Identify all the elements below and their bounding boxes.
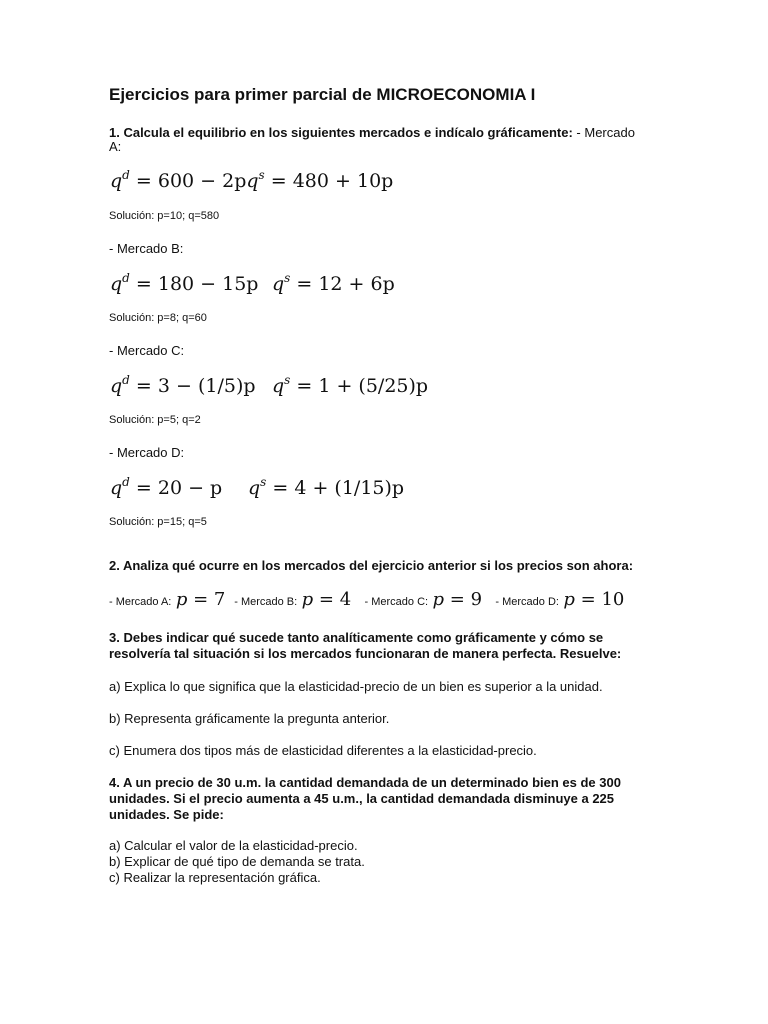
market-a-supply: 480 + 10p [292, 170, 394, 192]
q1-tail: - Mercado [572, 125, 635, 140]
market-b-demand-eq: $q^d = 180 - 15p$ [110, 271, 259, 295]
market-c-demand: 3 − (1/5)p [157, 375, 256, 397]
market-c-label: - Mercado C: [109, 343, 185, 358]
price-a-eq: p = 7 [175, 589, 226, 610]
price-a-label: - Mercado A: [109, 596, 172, 608]
price-c-value: 9 [470, 589, 483, 610]
price-b-eq: p = 4 [301, 589, 352, 610]
market-b-supply-eq: $q^s = 12 + 6p$ [272, 271, 395, 295]
q3-item-c: c) Enumera dos tipos más de elasticidad diferentes a la elasticidad-precio. [109, 743, 537, 758]
market-c-supply-eq: $q^s = 1 + (5/25)p$ [272, 373, 429, 397]
market-a-equations: $q^d = 600 - 2pq^s = 480 + 10p$ [110, 168, 394, 192]
price-a-value: 7 [213, 589, 226, 610]
market-a-solution: Solución: p=10; q=580 [109, 210, 220, 222]
market-d-label: - Mercado D: [109, 445, 185, 460]
q1-heading: 1. Calcula el equilibrio en los siguientes mercados e indícalo gráficamente: [109, 125, 573, 140]
market-b-label: - Mercado B: [109, 241, 184, 256]
price-d-label: - Mercado D: [495, 596, 559, 608]
market-d-demand-eq: $q^d = 20 - p$ [110, 475, 223, 499]
q4-item-a: a) Calcular el valor de la elasticidad-precio. [109, 838, 358, 853]
price-d-value: 10 [601, 589, 625, 610]
market-c-demand-eq: $q^d = 3 - (1/5)p$ [110, 373, 256, 397]
market-d-demand: 20 − p [157, 477, 223, 499]
q4-heading-line1: 4. A un precio de 30 u.m. la cantidad demandada de un determinado bien es de 300 [109, 775, 621, 790]
q4-heading-line2: unidades. Si el precio aumenta a 45 u.m., la cantidad demandada disminuye a 225 [109, 791, 615, 806]
market-a-demand: 600 − 2p [157, 170, 247, 192]
q3-item-a: a) Explica lo que significa que la elasticidad-precio de un bien es superior a la unidad. [109, 679, 603, 694]
market-b-supply: 12 + 6p [318, 273, 395, 295]
q2-prices-row [109, 589, 624, 610]
market-c-supply: 1 + (5/25)p [318, 375, 429, 397]
q4-item-c: c) Realizar la representación gráfica. [109, 870, 321, 885]
q4-item-b: b) Explicar de qué tipo de demanda se trata. [109, 854, 365, 869]
market-b-demand: 180 − 15p [157, 273, 259, 295]
q1-heading-line [109, 124, 635, 142]
market-d-supply-eq: $q^s = 4 + (1/15)p$ [248, 475, 405, 499]
price-d-eq: p = 10 [563, 589, 625, 610]
q3-item-b: b) Representa gráficamente la pregunta anterior. [109, 711, 390, 726]
q3-heading-line2: resolvería tal situación si los mercados funcionaran de manera perfecta. Resuelve: [109, 646, 622, 661]
price-c-eq: p = 9 [432, 589, 483, 610]
q1-tail-line2: A: [109, 139, 122, 154]
market-b-solution: Solución: p=8; q=60 [109, 312, 207, 324]
market-c-solution: Solución: p=5; q=2 [109, 414, 201, 426]
market-d-supply: 4 + (1/15)p [294, 477, 405, 499]
q2-heading: 2. Analiza qué ocurre en los mercados del ejercicio anterior si los precios son ahora: [109, 558, 634, 573]
price-b-value: 4 [339, 589, 352, 610]
price-c-label: - Mercado C: [364, 596, 429, 608]
document-title: Ejercicios para primer parcial de MICROECONOMIA I [109, 85, 536, 104]
q3-heading-line1: 3. Debes indicar qué sucede tanto analíticamente como gráficamente y cómo se [109, 630, 604, 645]
q4-heading-line3: unidades. Se pide: [109, 807, 224, 822]
price-b-label: - Mercado B: [234, 596, 298, 608]
market-d-solution: Solución: p=15; q=5 [109, 516, 207, 528]
